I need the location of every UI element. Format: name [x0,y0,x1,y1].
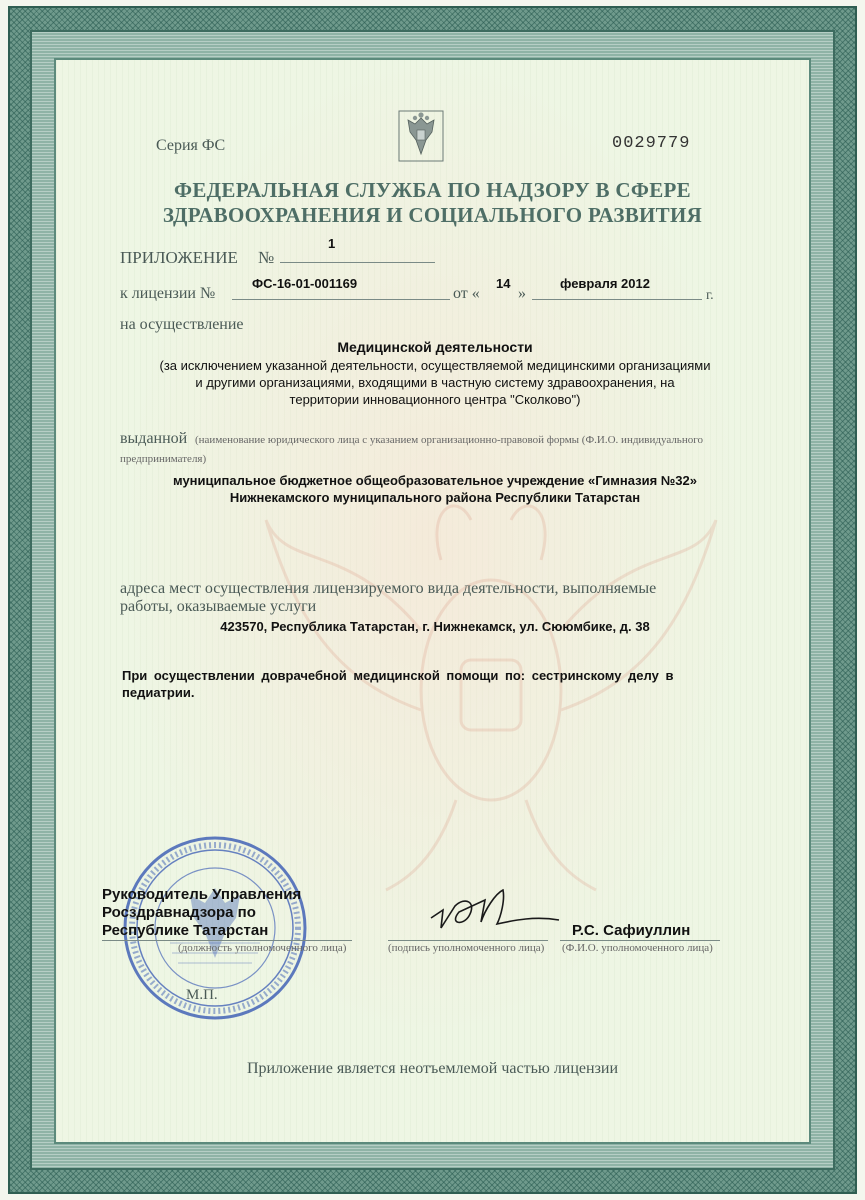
signature-caption: (подпись уполномоченного лица) [388,942,545,954]
issued-hint-1: (наименование юридического лица с указанием организационно-правовой формы (Ф.И.О. индивидуального [195,434,703,446]
activity-description-2: и другими организациями, входящими в частную систему здравоохранения, на [195,375,675,390]
appendix-label: ПРИЛОЖЕНИЕ [120,248,238,267]
series-label: Серия ФС [156,137,226,154]
appendix-number: 1 [328,236,336,251]
name-underline [560,940,720,941]
footer-note: Приложение является неотъемлемой частью лицензии [246,1060,619,1077]
activity-title: Медицинской деятельности [337,339,533,355]
address-value: 423570, Республика Татарстан, г. Нижнекамск, ул. Сююмбике, д. 38 [220,619,650,634]
signatory-name: Р.С. Сафиуллин [572,922,691,939]
position-caption: (должность уполномоченного лица) [178,942,347,954]
license-month-year: февраля 2012 [560,276,650,291]
license-date-close-quote: » [518,285,526,302]
organization-name-line1: муниципальное бюджетное общеобразовательное учреждение «Гимназия №32» [173,473,697,488]
stamp-place-label: М.П. [186,987,218,1003]
services-line2: педиатрии. [122,685,195,700]
handwritten-signature [425,880,565,940]
activity-description-3: территории инновационного центра "Сколково") [289,392,581,407]
signatory-position-line1: Руководитель Управления [102,886,302,903]
license-number-underline [232,299,450,300]
license-number: ФС-16-01-001169 [252,276,358,291]
name-caption: (Ф.И.О. уполномоченного лица) [562,942,713,954]
license-date-underline [532,299,702,300]
services-line1: При осуществлении доврачебной медицинской помощи по: сестринскому делу в [122,668,674,683]
position-underline [102,940,352,941]
license-label: к лицензии № [120,285,216,302]
activity-description-1: (за исключением указанной деятельности, осуществляемой медицинскими организациями [159,358,711,373]
signatory-position-line2: Росздравнадзора по [102,904,256,921]
appendix-number-underline [280,262,435,263]
agency-title-line1: ФЕДЕРАЛЬНАЯ СЛУЖБА ПО НАДЗОРУ В СФЕРЕ [174,178,691,202]
coat-of-arms-icon [398,110,444,162]
issued-hint-2: предпринимателя) [120,453,207,465]
organization-name-line2: Нижнекамского муниципального района Республики Татарстан [229,490,641,505]
activity-label: на осуществление [120,316,244,333]
appendix-no-sign: № [258,248,275,267]
signature-underline [388,940,548,941]
address-label-2: работы, оказываемые услуги [120,598,317,615]
license-year-suffix: г. [706,288,714,303]
license-date-open-quote: от « [453,285,480,302]
signatory-position-line3: Республике Татарстан [102,922,269,939]
eagle-watermark-icon [256,480,726,900]
address-label-1: адреса мест осуществления лицензируемого вида деятельности, выполняемые [120,580,657,597]
license-day: 14 [496,276,511,291]
form-serial-number: 0029779 [612,134,691,153]
agency-title-line2: ЗДРАВООХРАНЕНИЯ И СОЦИАЛЬНОГО РАЗВИТИЯ [162,203,703,227]
issued-label: выданной [120,430,188,447]
